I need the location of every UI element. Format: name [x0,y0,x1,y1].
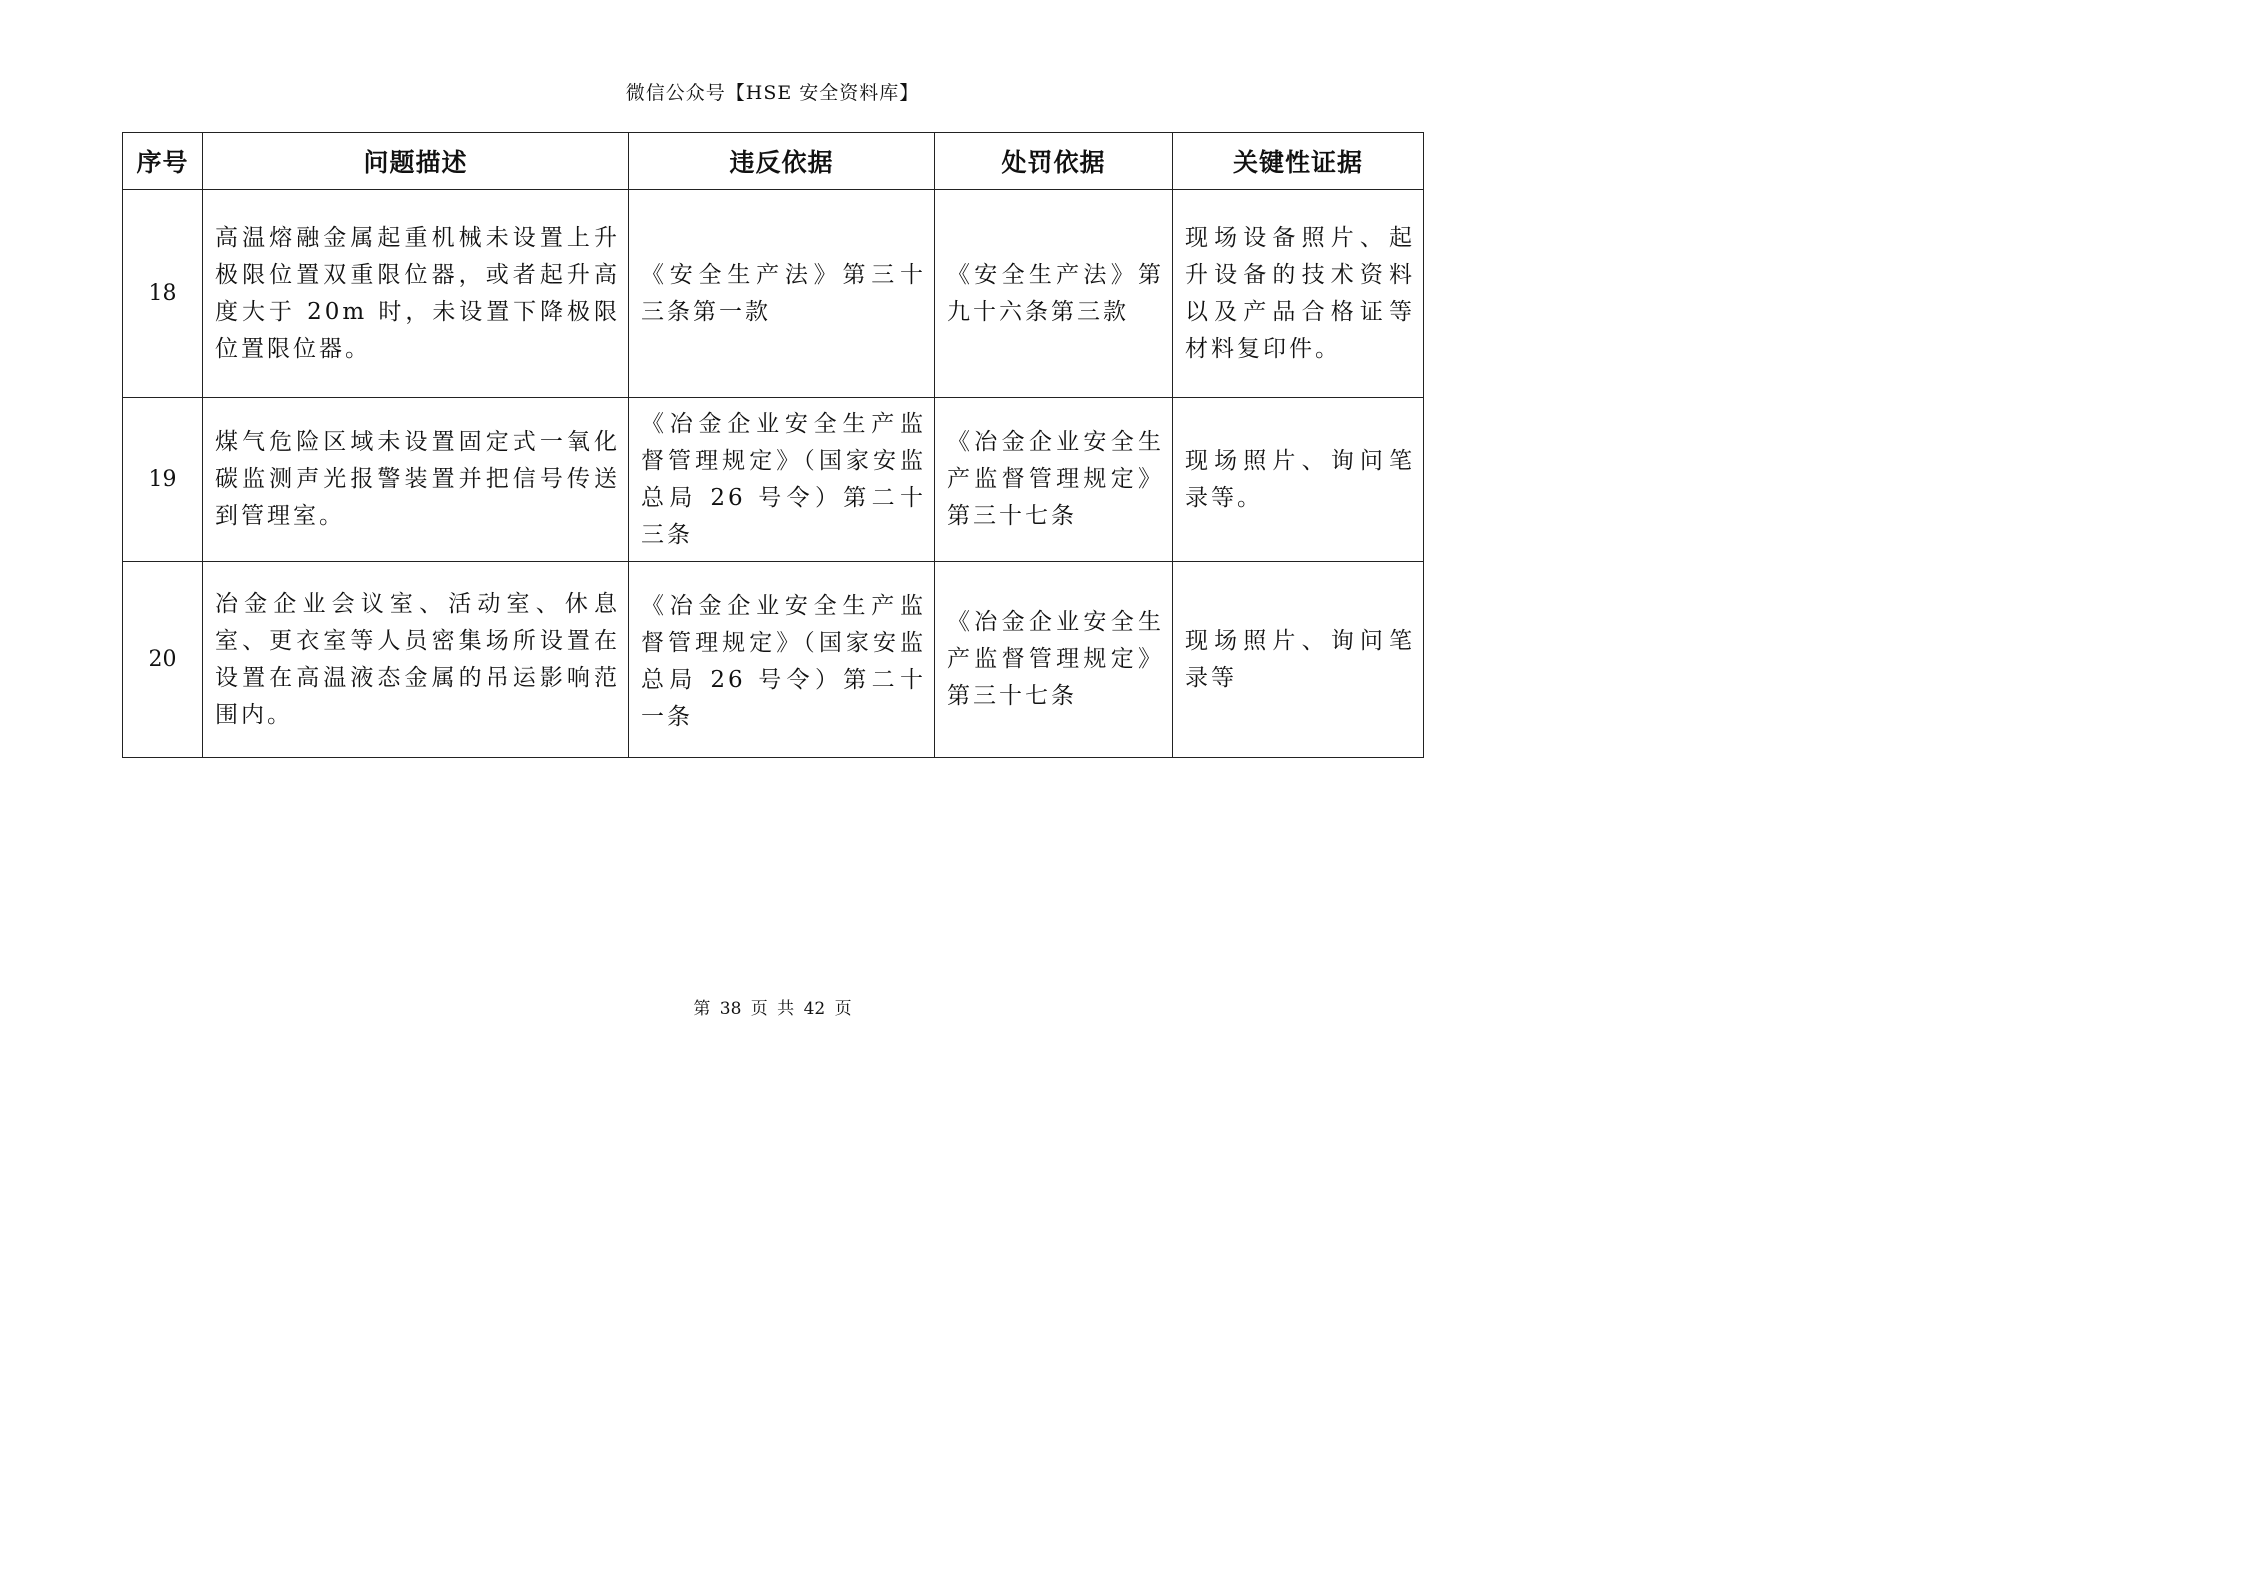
column-header-evidence: 关键性证据 [1173,133,1424,190]
table-row [123,190,1424,398]
problem-description: 高温熔融金属起重机械未设置上升极限位置双重限位器，或者起升高度大于 20m 时，未设置下降极限位置限位器。 [203,190,629,398]
column-header-problem: 问题描述 [203,133,629,190]
key-evidence: 现场设备照片、起升设备的技术资料以及产品合格证等材料复印件。 [1173,190,1424,398]
table-header-row [123,133,1424,190]
row-number: 20 [123,562,203,758]
violation-basis: 《安全生产法》第三十三条第一款 [629,190,935,398]
violations-table [122,132,1424,758]
table-row [123,562,1424,758]
key-evidence: 现场照片、询问笔录等 [1173,562,1424,758]
penalty-basis: 《冶金企业安全生产监督管理规定》第三十七条 [935,398,1173,562]
column-header-violation: 违反依据 [629,133,935,190]
penalty-basis: 《冶金企业安全生产监督管理规定》第三十七条 [935,562,1173,758]
problem-description: 煤气危险区域未设置固定式一氧化碳监测声光报警装置并把信号传送到管理室。 [203,398,629,562]
violation-basis: 《冶金企业安全生产监督管理规定》（国家安监总局 26 号令）第二十三条 [629,398,935,562]
row-number: 19 [123,398,203,562]
page-number: 第 38 页 共 42 页 [693,999,852,1019]
column-header-number: 序号 [123,133,203,190]
column-header-penalty: 处罚依据 [935,133,1173,190]
row-number: 18 [123,190,203,398]
problem-description: 冶金企业会议室、活动室、休息室、更衣室等人员密集场所设置在设置在高温液态金属的吊运影响范围内。 [203,562,629,758]
violation-basis: 《冶金企业安全生产监督管理规定》（国家安监总局 26 号令）第二十一条 [629,562,935,758]
table-row [123,398,1424,562]
penalty-basis: 《安全生产法》第九十六条第三款 [935,190,1173,398]
key-evidence: 现场照片、询问笔录等。 [1173,398,1424,562]
page-header: 微信公众号【HSE 安全资料库】 [625,82,920,104]
